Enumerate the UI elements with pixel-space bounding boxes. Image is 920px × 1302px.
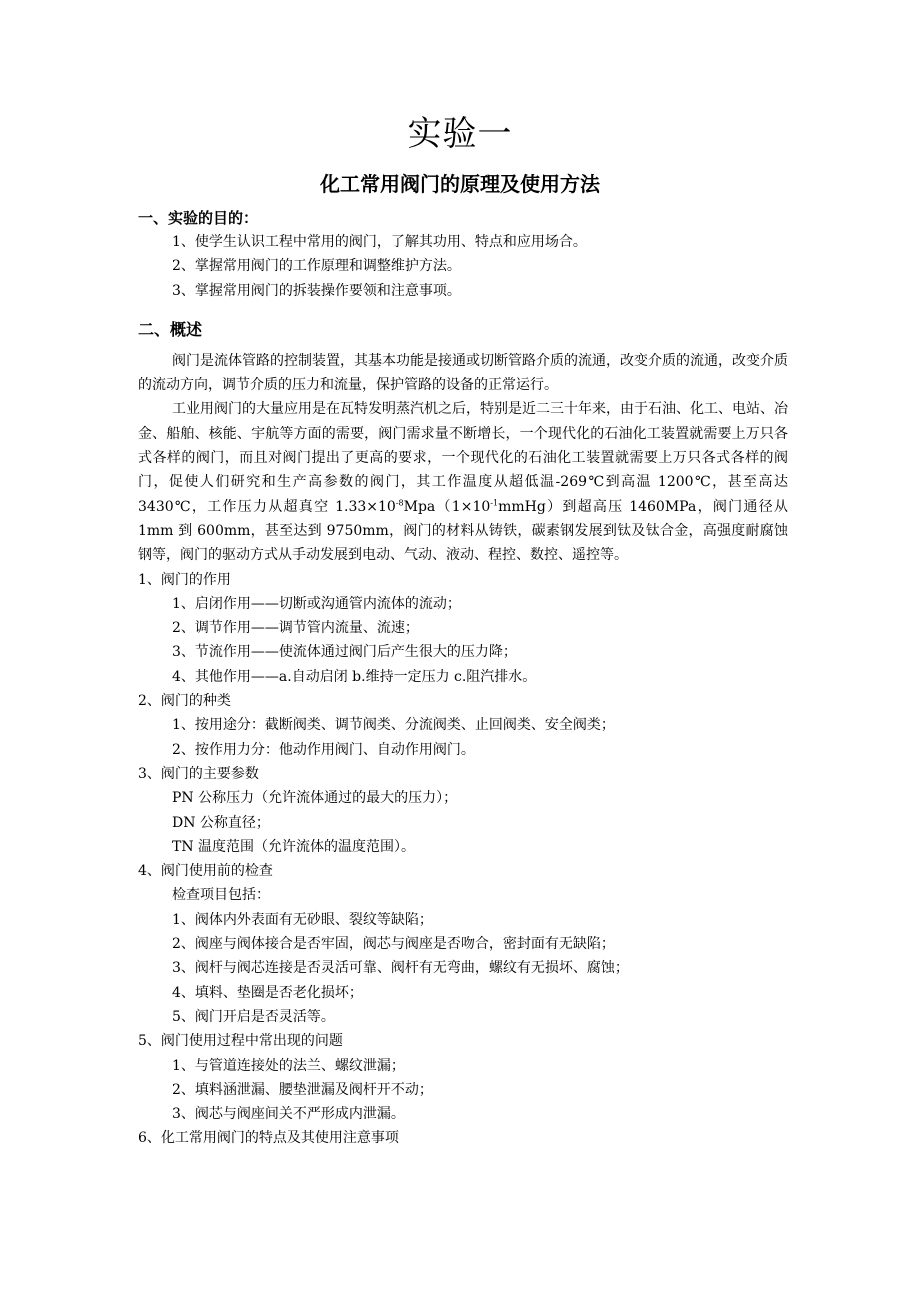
section-heading-overview: 二、概述: [138, 319, 203, 339]
subsection-heading-inspection: 4、阀门使用前的检查: [138, 863, 273, 880]
list-item: 1、阀体内外表面有无砂眼、裂纹等缺陷；: [172, 911, 433, 928]
list-item: 1、启闭作用——切断或沟通管内流体的流动；: [172, 595, 461, 612]
subsection-heading-function: 1、阀门的作用: [138, 571, 231, 588]
list-item: DN 公称直径；: [172, 814, 270, 831]
subsection-heading-problems: 5、阀门使用过程中常出现的问题: [138, 1033, 343, 1050]
list-item: 3、阀芯与阀座间关不严形成内泄漏。: [172, 1106, 405, 1123]
list-item: 2、按作用力分：他动作用阀门、自动作用阀门。: [172, 741, 475, 758]
list-item: 4、其他作用——a.自动启闭 b.维持一定压力 c.阻汽排水。: [172, 668, 537, 685]
overview-paragraph-2: [138, 397, 788, 567]
objective-item: 1、使学生认识工程中常用的阀门，了解其功用、特点和应用场合。: [172, 234, 587, 250]
list-item: 1、与管道连接处的法兰、螺纹泄漏；: [172, 1057, 405, 1074]
list-item: 检查项目包括：: [172, 887, 270, 904]
subsection-heading-types: 2、阀门的种类: [138, 693, 231, 710]
list-item: 4、填料、垫圈是否老化损坏；: [172, 984, 363, 1001]
document-body: [138, 206, 788, 1151]
superscript: -8: [395, 498, 404, 508]
list-item: 2、调节作用——调节管内流量、流速；: [172, 620, 419, 637]
list-item: 1、按用途分：截断阀类、调节阀类、分流阀类、止回阀类、安全阀类；: [172, 717, 615, 734]
objective-item: 2、掌握常用阀门的工作原理和调整维护方法。: [172, 258, 461, 275]
list-item: 5、阀门开启是否灵活等。: [172, 1008, 335, 1025]
paragraph-text: 工业用阀门的大量应用是在瓦特发明蒸汽机之后，特别是近二三十年来，由于石油、化工、电站、冶金、船舶、核能、宇航等方面的需要，阀门需求量不断增长，一个现代化的石油化工装置就需要上万只各式各样的阀门，而且对阀门提出了更高的要求，一个现代化的石油化工装置就需要上万只各式各样的阀门，促使人们研究和生产高参数的阀门，其工作温度从超低温-269℃到高温 1200℃，甚至高达 3430℃，工作压力从超真空 1.33×10: [138, 401, 788, 515]
list-item: 2、阀座与阀体接合是否牢固，阀芯与阀座是否吻合，密封面有无缺陷；: [172, 936, 615, 953]
paragraph-text: mmHg）到超高压 1460MPa，阀门通径从 1mm 到 600mm，甚至达到 9750mm，阀门的材料从铸铁，碳素钢发展到钛及钛合金，高强度耐腐蚀钢等，阀门的驱动方式从手动发展到电动、气动、液动、程控、数控、遥控等。: [138, 498, 788, 564]
document-title: 实验一: [407, 114, 513, 154]
paragraph-text: Mpa（1×10: [403, 498, 491, 515]
overview-paragraph-1: 阀门是流体管路的控制装置，其基本功能是接通或切断管路介质的流通，改变介质的流通，改变介质的流动方向，调节介质的压力和流量，保护管路的设备的正常运行。: [138, 352, 788, 394]
section-heading-objectives: 一、实验的目的：: [138, 209, 259, 227]
list-item: 3、节流作用——使流体通过阀门后产生很大的压力降；: [172, 644, 517, 661]
objective-item: 3、掌握常用阀门的拆装操作要领和注意事项。: [172, 282, 461, 299]
superscript: -1: [490, 498, 499, 508]
list-item: 2、填料涵泄漏、腰垫泄漏及阀杆开不动；: [172, 1081, 433, 1098]
list-item: 3、阀杆与阀芯连接是否灵活可靠、阀杆有无弯曲，螺纹有无损坏、腐蚀；: [172, 960, 629, 977]
document-subtitle: 化工常用阀门的原理及使用方法: [320, 172, 600, 196]
list-item: PN 公称压力（允许流体通过的最大的压力）；: [172, 790, 458, 807]
subsection-heading-characteristics: 6、化工常用阀门的特点及其使用注意事项: [138, 1130, 399, 1147]
subsection-heading-parameters: 3、阀门的主要参数: [138, 765, 259, 782]
list-item: TN 温度范围（允许流体的温度范围）。: [172, 838, 416, 855]
